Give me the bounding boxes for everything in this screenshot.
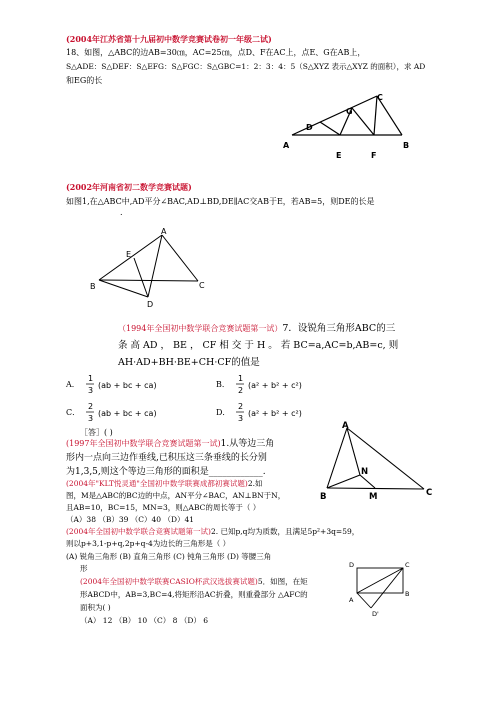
svg-text:2: 2: [88, 402, 94, 411]
svg-text:(a² + b² + c²): (a² + b² + c²): [248, 409, 302, 418]
p5-line1-row: [66, 478, 262, 489]
svg-text:2: 2: [238, 402, 244, 411]
p7-label-a: A: [349, 596, 354, 604]
p3-option-c-letter: C．: [66, 408, 81, 417]
p2-line2: .: [120, 208, 123, 217]
svg-text:(a² + b² + c²): (a² + b² + c²): [248, 381, 302, 390]
p1-figure: [280, 90, 420, 160]
p7-label-d: D: [349, 561, 355, 569]
p1-label-f: F: [371, 151, 377, 160]
p3-line1: 7．设锐角三角形ABC的三: [282, 323, 396, 334]
p4-line3: 为1,3,5,则这个等边三角形的面积是____________.: [66, 467, 266, 477]
svg-text:1: 1: [88, 374, 94, 383]
p4-label-a: A: [342, 421, 349, 431]
p4-label-n: N: [361, 467, 369, 477]
p2-label-a: A: [161, 227, 167, 236]
p1-label-d: D: [306, 123, 313, 132]
p5-line2: 图，M是△ABC的BC边的中点，AN平分∠BAC，AN⊥BN于N，: [66, 491, 286, 500]
p3-source: （1994年全国初中数学联合竞赛试题第一试）: [118, 324, 283, 333]
p1-label-b: B: [403, 141, 410, 150]
svg-text:3: 3: [88, 386, 94, 395]
p1-line2: S△ADE：S△DEF：S△EFG：S△FGC：S△GBC=1：2：3：4：5（S△XYZ 表示△XYZ 的面积），求 AD: [66, 62, 426, 71]
p5-options: （A）38 （B）39 （C）40 （D）41: [66, 515, 195, 524]
p2-line1: 如图1,在△ABC中,AD平分∠BAC,AD⊥BD,DE∥AC交AB于E，若AB=5，则DE的长是: [66, 197, 375, 206]
p4-label-m: M: [369, 492, 378, 502]
p4-line1-row: [66, 437, 274, 451]
p3-line2: 条 高 AD ， BE ， CF 相 交 于 H 。 若 BC=a,AC=b,AB=c, 则: [118, 340, 399, 351]
p5-source: (2004年"KLT悦灵通"全国初中数学联赛成都初赛试题): [66, 479, 248, 488]
p3-line1-row: [118, 322, 395, 336]
p1-line1: 18、如图，△ABC的边AB=30㎝，AC=25㎝，点D、F在AC上，点E、G在AB上，: [66, 48, 366, 57]
p1-label-a: A: [283, 141, 290, 150]
p3-option-a-letter: A．: [66, 380, 80, 389]
p7-line1-row: [80, 576, 308, 587]
p1-label-g: G: [346, 107, 353, 116]
p7-line2: 形ABCD中，AB=3,BC=4,将矩形沿AC折叠，则重叠部分 △AFC的: [80, 590, 308, 599]
p3-option-b-letter: B．: [216, 380, 230, 389]
p7-source: (2004年全国初中数学联赛CASIO杯武汉选拔赛试题): [80, 577, 258, 586]
p7-label-d-prime: D': [372, 610, 379, 618]
p7-line1: 5．如图，在矩: [257, 577, 308, 586]
p7-label-b: B: [405, 590, 410, 598]
p5-line3: 且AB=10，BC=15，MN=3，则△ABC的周长等于（ ）: [66, 503, 261, 512]
p2-label-c: C: [199, 281, 205, 290]
svg-text:3: 3: [88, 414, 94, 423]
svg-text:2: 2: [238, 386, 244, 395]
p3-option-d-letter: D．: [216, 408, 231, 417]
p6-line3: (A) 锐角三角形 (B) 直角三角形 (C) 钝角三角形 (D) 等腰三角: [66, 552, 272, 561]
p1-label-e: E: [336, 151, 342, 160]
p2-label-d: D: [147, 300, 154, 309]
p4-figure: [320, 420, 440, 505]
p2-label-b: B: [90, 282, 96, 291]
p4-source: (1997年全国初中数学联合竞赛试题第一试): [66, 439, 221, 448]
svg-text:(ab + bc + ca): (ab + bc + ca): [98, 381, 157, 390]
p6-source: (2004年全国初中数学联合竞赛试题第一试): [66, 527, 211, 536]
p4-label-b: B: [320, 492, 327, 502]
p7-label-c: C: [405, 561, 410, 569]
p1-label-c: C: [377, 93, 383, 102]
p7-line3: 面积为( ): [80, 603, 111, 612]
p7-figure: [348, 558, 420, 618]
p1-line3: 和EG的长: [66, 76, 103, 85]
p2-source: (2002年河南省初二数学竞赛试题): [66, 182, 192, 192]
p2-figure: [85, 225, 215, 315]
svg-text:3: 3: [238, 414, 244, 423]
p5-line1: 2.如: [247, 479, 263, 488]
p6-line1-row: [66, 526, 359, 537]
p1-source: (2004年江苏省第十九届初中数学竞赛试卷初一年级二试): [66, 34, 272, 44]
p6-line2: 则以p+3,1-p+q,2p+q-4为边长的三角形是（ ）: [66, 539, 231, 548]
p6-line4: 形: [80, 564, 88, 573]
svg-text:1: 1: [238, 374, 244, 383]
p4-label-c: C: [426, 488, 433, 498]
svg-text:(ab + bc + ca): (ab + bc + ca): [98, 409, 157, 418]
p3-line3: AH·AD+BH·BE+CH·CF的值是: [118, 357, 260, 368]
p4-line1: 1.从等边三角: [220, 439, 275, 449]
p2-label-e: E: [126, 250, 132, 259]
p7-options: （A） 12 （B） 10 （C） 8 （D） 6: [80, 616, 208, 625]
p3-answer: ［答］( ): [80, 428, 113, 437]
p4-line2: 形内一点向三边作垂线,已积压这三条垂线的长分别: [66, 453, 267, 463]
p6-line1: 2. 已知p,q均为质数，且满足5p²+3q=59，: [210, 527, 360, 536]
